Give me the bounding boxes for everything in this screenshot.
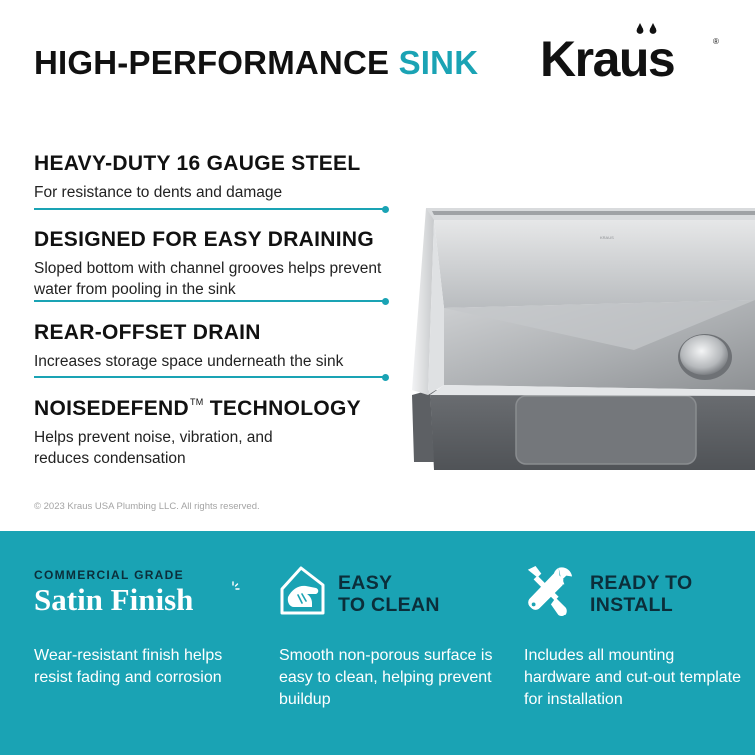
page-title: [34, 44, 478, 82]
divider-dot: [382, 206, 389, 213]
title-main: HIGH-PERFORMANCE: [34, 44, 390, 81]
wrench-screwdriver-icon: [524, 563, 574, 617]
feature-desc: For resistance to dents and damage: [34, 184, 283, 201]
divider: [34, 376, 386, 378]
sparkle-icon: [226, 581, 240, 595]
kraus-logo: [540, 22, 722, 82]
trademark-mark: TM: [190, 397, 204, 407]
hand-wipe-icon: [279, 563, 329, 617]
logo-wordmark: Kraus: [540, 31, 675, 82]
benefit-desc: Wear-resistant finish helps resist fading and corrosion: [34, 647, 223, 686]
benefit-title-line: READY TO: [590, 572, 693, 594]
benefit-title-line: TO CLEAN: [338, 594, 440, 616]
divider-dot: [382, 298, 389, 305]
sink-photo: [404, 200, 755, 470]
benefit-title: [338, 572, 440, 616]
sink-back-wall: [434, 220, 755, 308]
ledge-track: [432, 211, 755, 215]
benefit-title-line: INSTALL: [590, 594, 673, 616]
feature-title: HEAVY-DUTY 16 GAUGE STEEL: [34, 152, 361, 175]
copyright: © 2023 Kraus USA Plumbing LLC. All rights reserved.: [34, 501, 260, 512]
commercial-grade-label: COMMERCIAL GRADE: [34, 568, 184, 582]
umlaut-drop-right: [650, 23, 656, 29]
feature-drain: [34, 321, 406, 372]
feature-title: DESIGNED FOR EASY DRAINING: [34, 228, 374, 251]
feature-desc: Increases storage space underneath the sink: [34, 353, 344, 370]
registered-mark: ®: [713, 37, 719, 46]
brand-stamp: KRAUS: [600, 235, 614, 240]
feature-steel: [34, 152, 406, 203]
drain-cover: [680, 335, 728, 375]
feature-title: REAR-OFFSET DRAIN: [34, 321, 261, 344]
feature-title: [34, 397, 406, 421]
umlaut-drop-left: [637, 23, 643, 29]
divider-dot: [382, 374, 389, 381]
feature-title-main: NOISEDEFEND: [34, 397, 189, 420]
benefit-desc: Smooth non-porous surface is easy to clean, helping prevent buildup: [279, 647, 493, 708]
title-accent: SINK: [398, 44, 479, 81]
benefit-title: [590, 572, 692, 616]
noise-pad: [516, 396, 696, 464]
benefits-band: [0, 531, 755, 755]
benefit-desc: Includes all mounting hardware and cut-out template for installation: [524, 647, 742, 708]
divider: [34, 300, 386, 302]
feature-draining: [34, 228, 406, 300]
satin-finish-label: Satin Finish: [34, 582, 194, 617]
feature-desc: Sloped bottom with channel grooves helps prevent water from pooling in the sink: [34, 260, 382, 298]
feature-desc: Helps prevent noise, vibration, and reduces condensation: [34, 429, 273, 467]
feature-noisedefend: [34, 397, 406, 469]
divider: [34, 208, 386, 210]
feature-title-suffix: TECHNOLOGY: [209, 397, 361, 420]
benefit-title-line: EASY: [338, 572, 393, 594]
